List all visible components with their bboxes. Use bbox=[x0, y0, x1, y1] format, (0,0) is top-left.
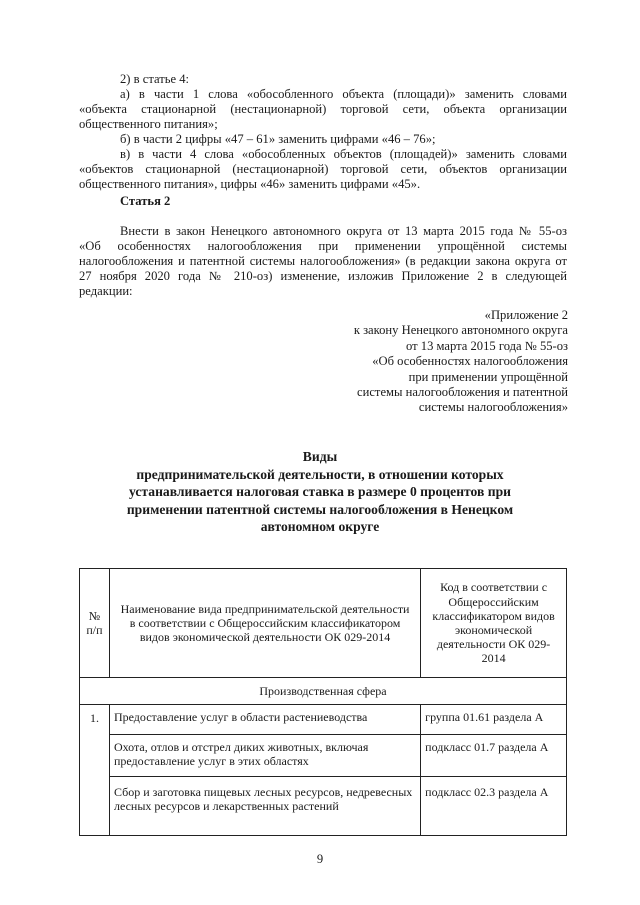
table-row bbox=[80, 735, 567, 777]
article-line: Внести в закон Ненецкого автономного округа от 13 марта 2015 года № 55-оз bbox=[120, 224, 567, 238]
article-line: редакции: bbox=[79, 284, 133, 298]
row-code: подкласс 01.7 раздела А bbox=[421, 735, 567, 777]
appendix-line: «Об особенностях налогообложения bbox=[372, 354, 568, 369]
appendix-header bbox=[308, 308, 568, 416]
article-line: 27 ноября 2020 года № 210-оз) изменение, изложив Приложение 2 в следующей bbox=[79, 269, 567, 283]
section-title: Производственная сфера bbox=[80, 678, 567, 705]
title-line: автономном округе bbox=[260, 519, 380, 535]
article-line: налогообложения и патентной системы налогообложения» (в редакции закона округа от bbox=[79, 254, 567, 268]
activity-table bbox=[79, 568, 567, 836]
article-line: «Об особенностях налогообложения при применении упрощённой системы bbox=[79, 239, 567, 253]
amendment-line: в) в части 4 слова «обособленных объектов (площадей)» заменить словами bbox=[120, 147, 567, 161]
appendix-line: при применении упрощённой bbox=[408, 369, 568, 384]
row-name: Сбор и заготовка пищевых лесных ресурсов, недревесных лесных ресурсов и лекарственных растений bbox=[109, 777, 420, 836]
table-row bbox=[80, 705, 567, 735]
row-name: Предоставление услуг в области растениеводства bbox=[109, 705, 420, 735]
appendix-line: системы налогообложения и патентной bbox=[357, 385, 568, 400]
amendment-line: б) в части 2 цифры «47 – 61» заменить цифрами «46 – 76»; bbox=[120, 132, 436, 146]
table-header-row bbox=[80, 569, 567, 678]
row-num: 1. bbox=[80, 705, 110, 836]
amendment-line: а) в части 1 слова «обособленного объекта (площади)» заменить словами bbox=[120, 87, 567, 101]
amendment-line: «объекта стационарной (нестационарной) торговой сети, объекта организации bbox=[79, 102, 567, 116]
title-line: Виды bbox=[302, 449, 338, 464]
amendment-line: 2) в статье 4: bbox=[120, 72, 190, 86]
table-section-row bbox=[80, 678, 567, 705]
header-num: № п/п bbox=[80, 569, 110, 678]
title-line: предпринимательской деятельности, в отношении которых bbox=[136, 466, 504, 482]
appendix-line: к закону Ненецкого автономного округа bbox=[353, 323, 568, 338]
appendix-line: «Приложение 2 bbox=[484, 308, 568, 322]
table-row bbox=[80, 777, 567, 836]
row-code: подкласс 02.3 раздела А bbox=[421, 777, 567, 836]
appendix-line: от 13 марта 2015 года № 55-оз bbox=[405, 338, 568, 353]
amendment-line: общественного питания», цифры «46» заменить цифрами «45». bbox=[79, 177, 421, 191]
article-heading: Статья 2 bbox=[120, 194, 171, 208]
row-code: группа 01.61 раздела А bbox=[421, 705, 567, 735]
amendment-line: общественного питания»; bbox=[79, 117, 218, 131]
header-code: Код в соответствии с Общероссийским классификатором видов экономической деятельности ОК 029-2014 bbox=[421, 569, 567, 678]
row-name: Охота, отлов и отстрел диких животных, включая предоставление услуг в этих областях bbox=[109, 735, 420, 777]
page-number: 9 bbox=[316, 852, 324, 866]
header-name: Наименование вида предпринимательской деятельности в соответствии с Общероссийским классификатором видов экономической деятельности ОК 029-2014 bbox=[109, 569, 420, 678]
document-title bbox=[100, 448, 540, 536]
title-line: устанавливается налоговая ставка в размере 0 процентов при bbox=[129, 484, 511, 500]
appendix-line: системы налогообложения» bbox=[418, 400, 568, 415]
title-line: применении патентной системы налогообложения в Ненецком bbox=[126, 501, 514, 517]
amendment-line: «объектов стационарной (нестационарной) торговой сети, объектов организации bbox=[79, 162, 567, 176]
